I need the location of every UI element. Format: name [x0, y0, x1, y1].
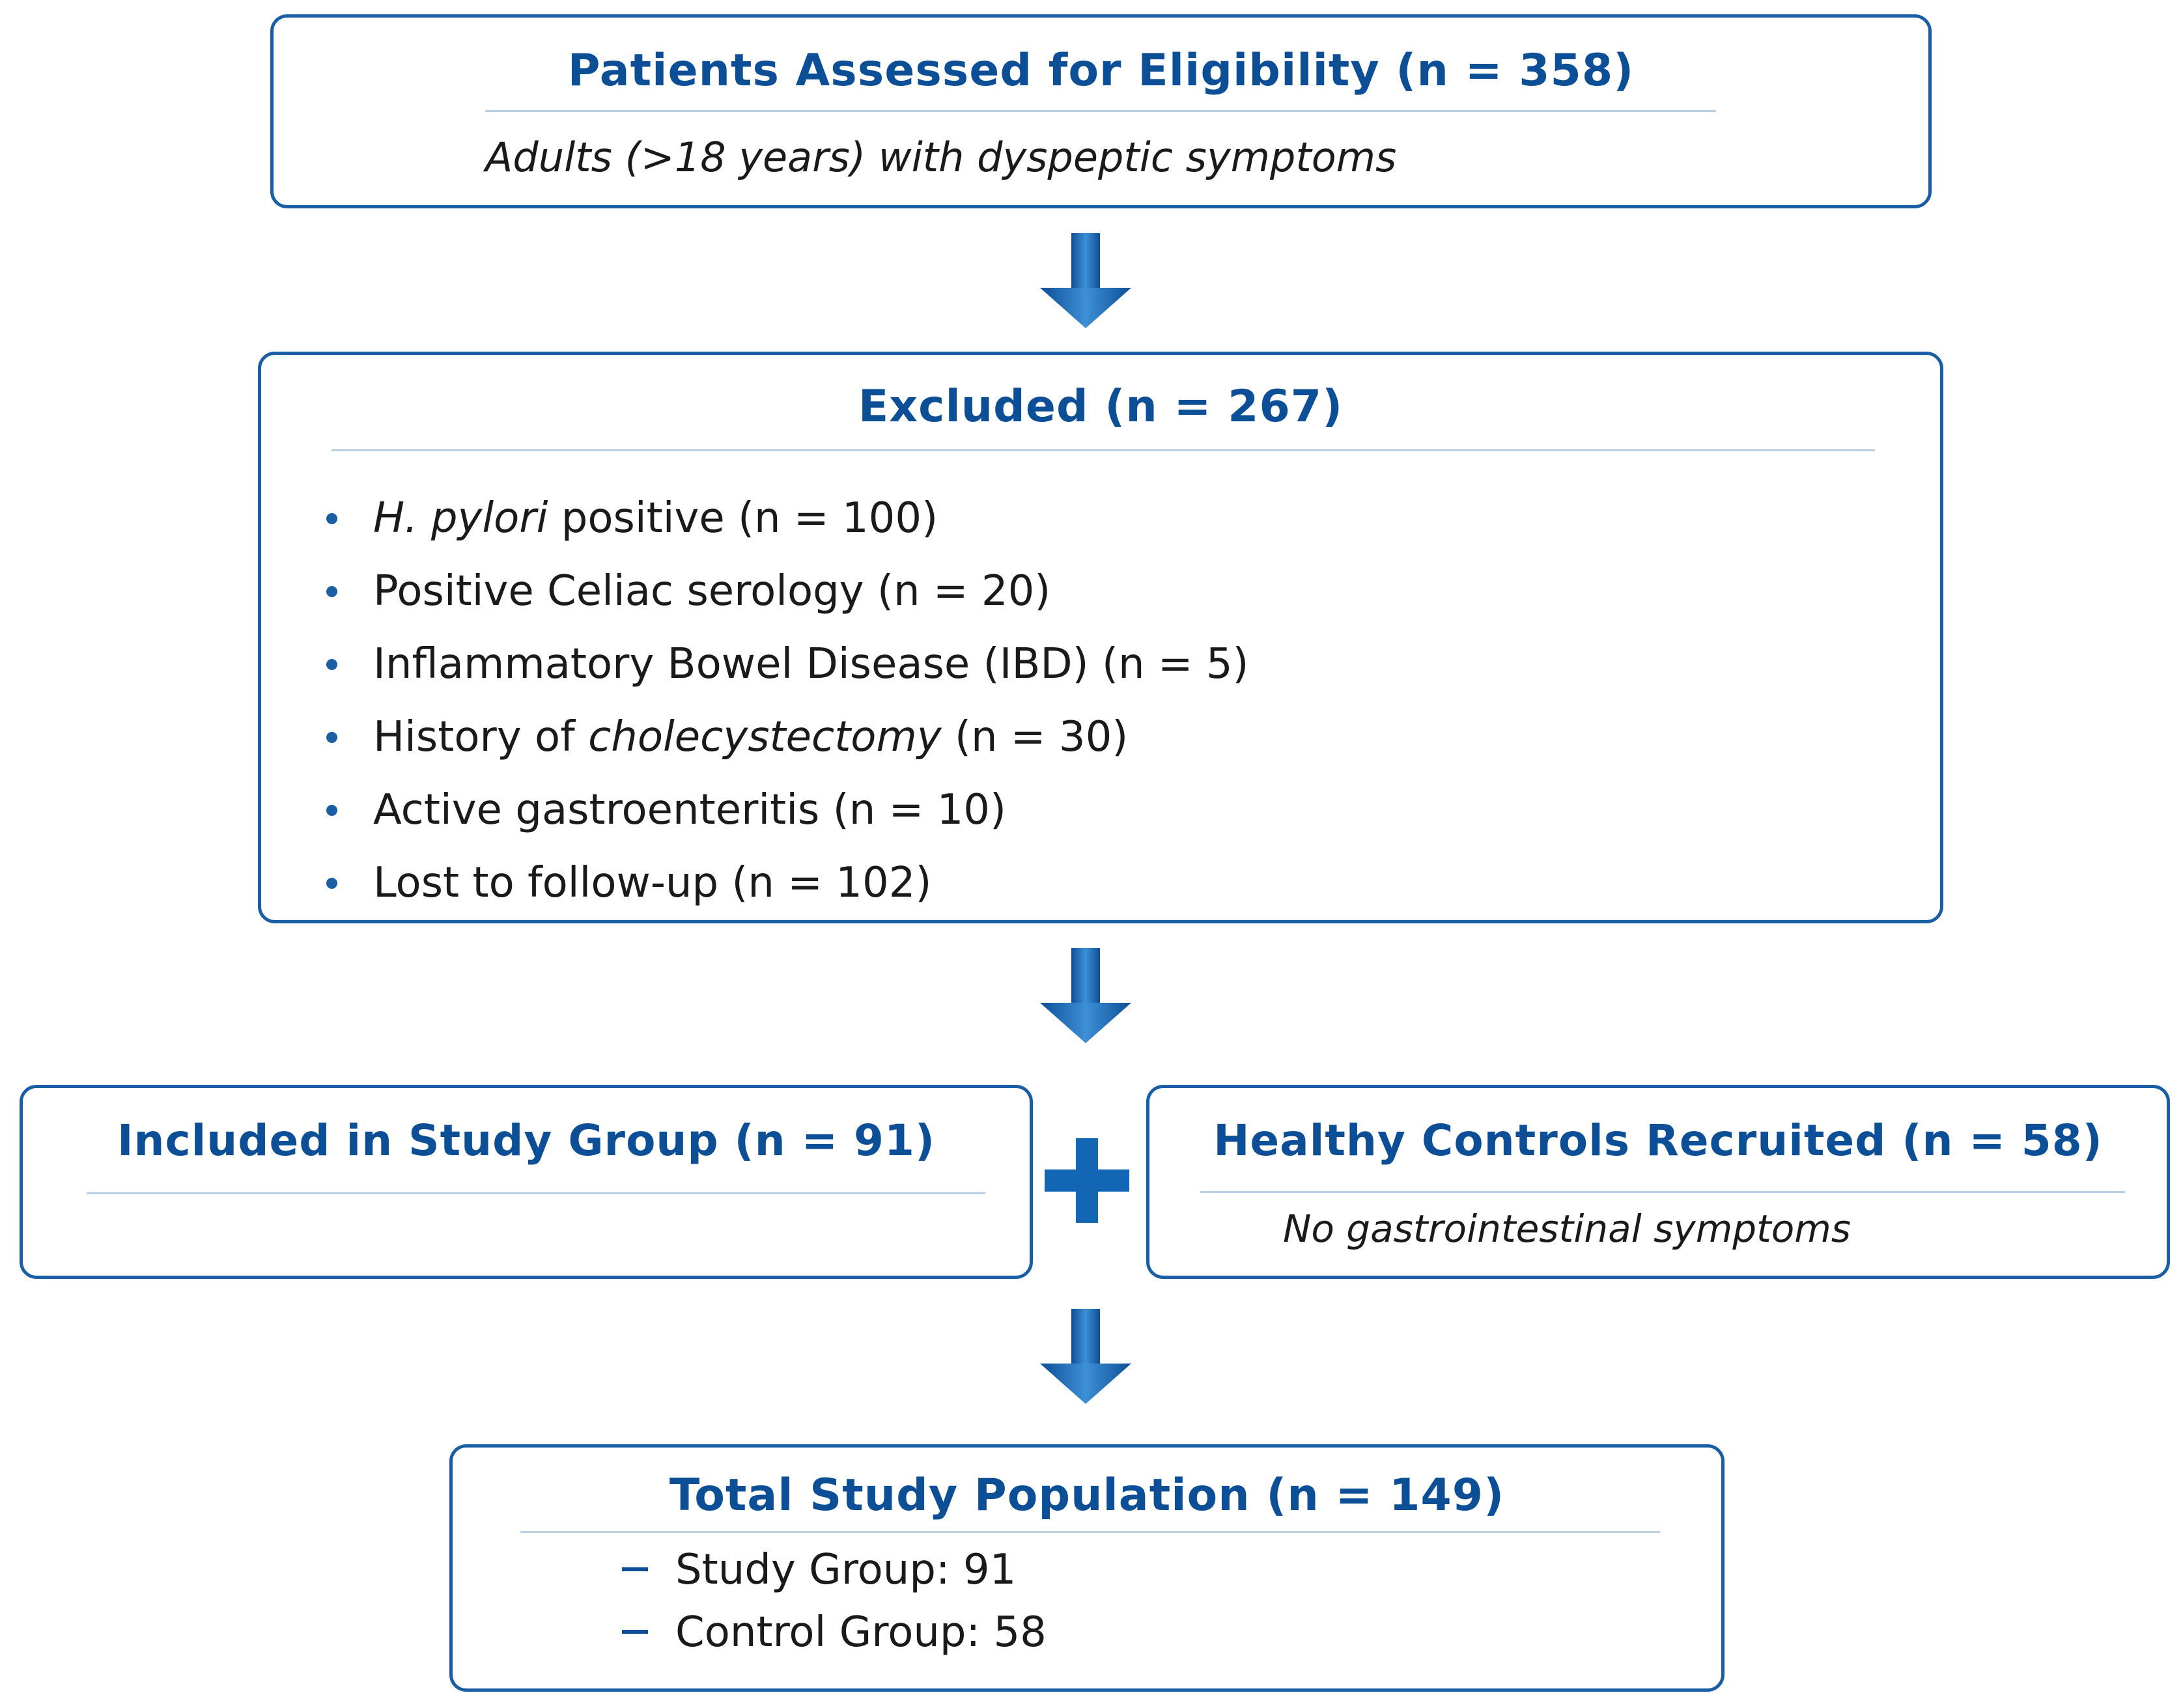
total-list [622, 1539, 1047, 1664]
study-group-box [20, 1085, 1033, 1279]
plus-icon [1045, 1138, 1129, 1223]
assessed-title: Patients Assessed for Eligibility (n = 358) [567, 45, 1635, 96]
down-arrow-icon [1040, 233, 1131, 331]
excluded-divider [331, 449, 1875, 451]
bullet-icon [326, 805, 337, 816]
list-item: Positive Celiac serology (n = 20) [326, 555, 1249, 628]
bullet-icon [326, 586, 337, 597]
list-item: History of cholecystectomy (n = 30) [326, 701, 1249, 774]
down-arrow-icon [1040, 948, 1131, 1046]
dash-icon [622, 1567, 648, 1571]
study-group-divider [87, 1192, 985, 1194]
assessed-divider [485, 110, 1716, 112]
excluded-title: Excluded (n = 267) [858, 381, 1344, 432]
down-arrow-icon [1040, 1309, 1131, 1407]
dash-icon [622, 1630, 648, 1634]
bullet-icon [326, 878, 337, 889]
bullet-icon [326, 732, 337, 743]
excluded-list [326, 482, 1249, 919]
controls-title: Healthy Controls Recruited (n = 58) [1213, 1115, 2103, 1166]
list-item: Study Group: 91 [622, 1539, 1047, 1601]
list-item: Active gastroenteritis (n = 10) [326, 774, 1249, 847]
assessed-box [270, 14, 1932, 208]
total-title: Total Study Population (n = 149) [669, 1470, 1505, 1521]
list-item: Lost to follow-up (n = 102) [326, 847, 1249, 919]
controls-subtitle: No gastrointestinal symptoms [1283, 1207, 1851, 1251]
bullet-icon [326, 513, 337, 524]
list-item: H. pylori positive (n = 100) [326, 482, 1249, 555]
assessed-subtitle: Adults (>18 years) with dyspeptic symptoms [485, 133, 1397, 181]
bullet-icon [326, 659, 337, 670]
excluded-box [258, 352, 1943, 923]
controls-divider [1200, 1191, 2125, 1193]
list-item: Control Group: 58 [622, 1601, 1047, 1664]
total-divider [520, 1531, 1660, 1533]
controls-box [1146, 1085, 2170, 1279]
total-box [449, 1444, 1725, 1692]
study-group-title: Included in Study Group (n = 91) [117, 1115, 936, 1166]
list-item: Inflammatory Bowel Disease (IBD) (n = 5) [326, 628, 1249, 701]
